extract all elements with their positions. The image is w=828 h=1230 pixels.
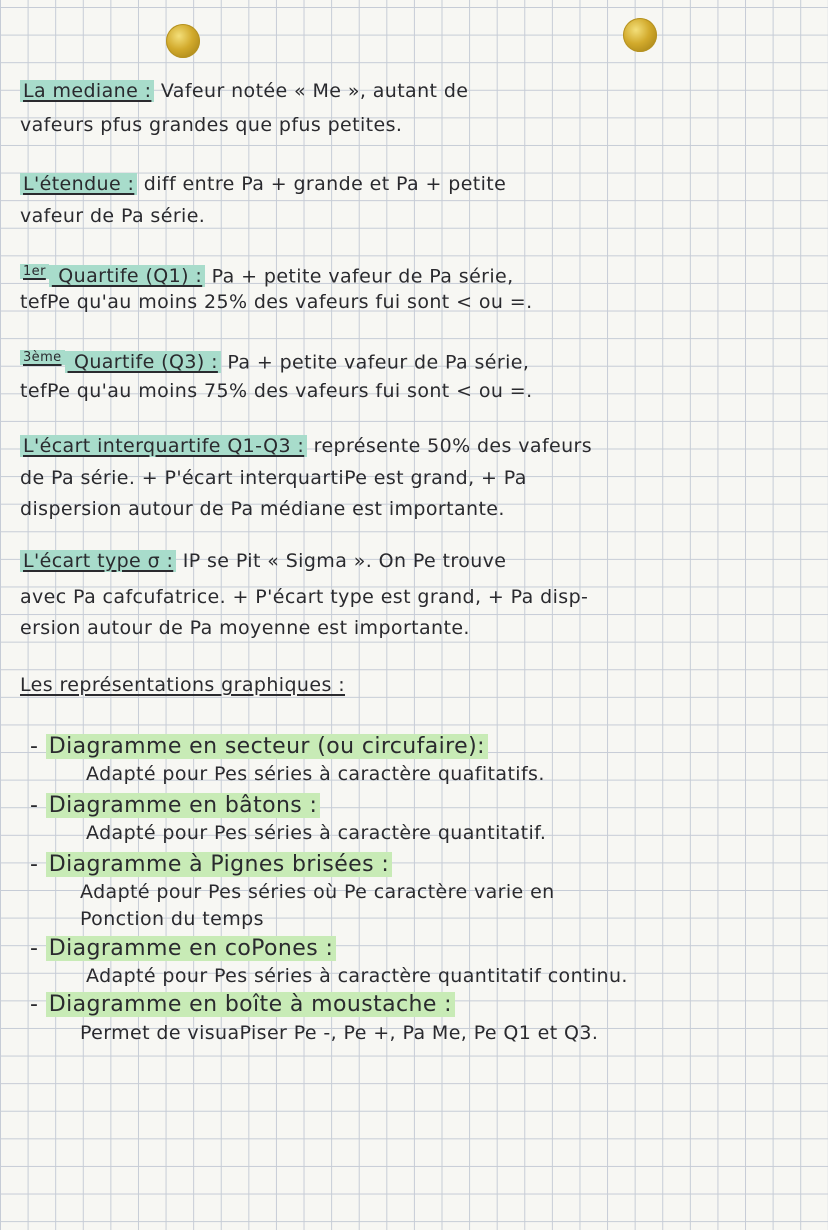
text: Adapté pour Pes séries à caractère quafitatifs. — [86, 763, 545, 785]
line-mediane-1 — [20, 78, 468, 105]
text: vafeurs pfus grandes que pfus petites. — [20, 114, 403, 136]
text: diff entre Pa + grande et Pa + petite — [137, 173, 507, 195]
bullet: - — [30, 734, 46, 759]
q3-ordinal: 3ème — [20, 350, 65, 365]
term-diag-colonnes: Diagramme en coPones : — [46, 936, 337, 961]
term-mediane: La mediane : — [20, 80, 154, 102]
text: de Pa série. + P'écart interquartiPe est grand, + Pa — [20, 467, 527, 489]
text: IP se Pit « Sigma ». On Pe trouve — [176, 550, 507, 572]
text: Ponction du temps — [80, 908, 264, 930]
line-q1-2 — [20, 289, 533, 316]
text: Adapté pour Pes séries où Pe caractère varie en — [80, 881, 555, 903]
line-diag-boite — [30, 991, 455, 1018]
line-representations — [20, 672, 345, 699]
q1-ordinal: 1er — [20, 264, 49, 279]
text: tefPe qu'au moins 75% des vafeurs fui sont < ou =. — [20, 380, 533, 402]
text: Permet de visuaPiser Pe -, Pe +, Pa Me, Pe Q1 et Q3. — [80, 1022, 599, 1044]
term-ecart-type: L'écart type σ : — [20, 550, 176, 572]
term-ecart-interquartile: L'écart interquartife Q1-Q3 : — [20, 435, 307, 457]
line-diag-lignes-desc-1 — [80, 879, 555, 906]
line-diag-batons-desc — [86, 820, 546, 847]
bullet: - — [30, 793, 46, 818]
line-diag-colonnes-desc — [86, 963, 628, 990]
text: vafeur de Pa série. — [20, 205, 206, 227]
line-et-3 — [20, 615, 470, 642]
line-et-1 — [20, 548, 506, 575]
text: Pa + petite vafeur de Pa série, — [205, 265, 514, 288]
line-etendue-2 — [20, 203, 205, 230]
text: avec Pa cafcufatrice. + P'écart type est grand, + Pa disp- — [20, 586, 589, 608]
text: Adapté pour Pes séries à caractère quantitatif continu. — [86, 965, 628, 987]
term-etendue: L'étendue : — [20, 173, 137, 195]
line-et-2 — [20, 584, 588, 611]
bullet: - — [30, 936, 46, 961]
text: ersion autour de Pa moyenne est importante. — [20, 617, 470, 639]
bullet: - — [30, 852, 46, 877]
binder-hole-right — [623, 18, 657, 52]
bullet: - — [30, 992, 46, 1017]
line-ei-1 — [20, 433, 592, 460]
line-q3-2 — [20, 378, 533, 405]
text: représente 50% des vafeurs — [307, 435, 593, 457]
line-ei-2 — [20, 465, 527, 492]
text: tefPe qu'au moins 25% des vafeurs fui sont < ou =. — [20, 291, 533, 313]
text: Vafeur notée « Me », autant de — [154, 80, 469, 102]
line-q1-1 — [20, 258, 514, 290]
term-diag-boite: Diagramme en boîte à moustache : — [46, 992, 455, 1017]
term-diag-lignes: Diagramme à Pignes brisées : — [46, 852, 392, 877]
line-diag-secteur — [30, 733, 488, 760]
text: Adapté pour Pes séries à caractère quantitatif. — [86, 822, 547, 844]
text: dispersion autour de Pa médiane est importante. — [20, 498, 505, 520]
term-q1: Quartife (Q1) : — [49, 265, 205, 287]
term-diag-secteur: Diagramme en secteur (ou circufaire): — [46, 734, 488, 759]
line-diag-batons — [30, 792, 320, 819]
binder-hole-left — [166, 24, 200, 58]
line-etendue-1 — [20, 171, 506, 198]
line-ei-3 — [20, 496, 505, 523]
term-q3: Quartife (Q3) : — [65, 351, 221, 373]
line-diag-lignes — [30, 851, 392, 878]
line-diag-boite-desc — [80, 1020, 598, 1047]
line-q3-1 — [20, 344, 529, 376]
heading-representations: Les représentations graphiques : — [20, 674, 345, 696]
term-diag-batons: Diagramme en bâtons : — [46, 793, 321, 818]
line-diag-secteur-desc — [86, 761, 545, 788]
line-mediane-2 — [20, 112, 402, 139]
line-diag-colonnes — [30, 935, 336, 962]
line-diag-lignes-desc-2 — [80, 906, 264, 933]
text: Pa + petite vafeur de Pa série, — [220, 351, 530, 374]
